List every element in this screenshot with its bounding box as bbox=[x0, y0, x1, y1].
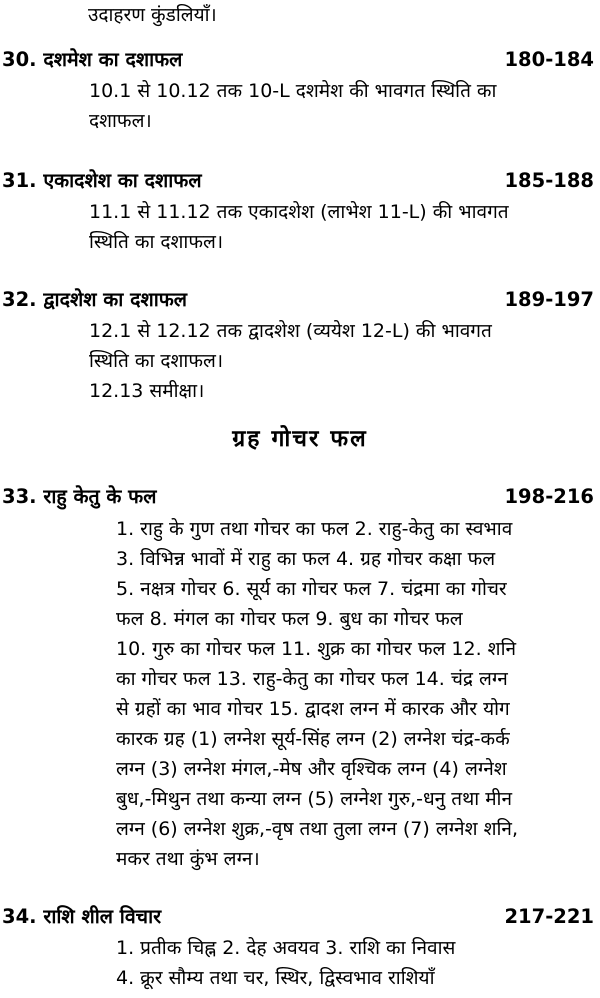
entry-description bbox=[116, 514, 518, 874]
description-line: 5. नक्षत्र गोचर 6. सूर्य का गोचर फल 7. चंद्रमा का गोचर bbox=[116, 578, 507, 600]
description-line: दशाफल। bbox=[89, 110, 152, 132]
description-line: 12.13 समीक्षा। bbox=[89, 380, 205, 402]
description-line: लग्न (3) लग्नेश मंगल,-मेष और वृश्चिक लग्न (4) लग्नेश bbox=[116, 758, 507, 780]
entry-number: 34. bbox=[2, 905, 37, 928]
entry-title: राशि शील विचार bbox=[43, 905, 162, 928]
entry-description bbox=[116, 933, 455, 993]
description-line: 11.1 से 11.12 तक एकादशेश (लाभेश 11-L) की भावगत bbox=[89, 201, 509, 223]
description-line: बुध,-मिथुन तथा कन्या लग्न (5) लग्नेश गुरु,-धनु तथा मीन bbox=[116, 788, 513, 810]
entry-title: एकादशेश का दशाफल bbox=[43, 169, 202, 192]
description-line: 3. विभिन्न भावों में राहु का फल 4. ग्रह गोचर कक्षा फल bbox=[116, 548, 496, 570]
entry-heading bbox=[2, 287, 187, 313]
entry-heading bbox=[2, 168, 202, 194]
entry-page-range: 180-184 bbox=[504, 48, 594, 71]
entry-number: 33. bbox=[2, 485, 37, 508]
entry-description bbox=[89, 197, 509, 257]
entry-description bbox=[89, 316, 492, 406]
description-line: का गोचर फल 13. राहु-केतु का गोचर फल 14. चंद्र लग्न bbox=[116, 668, 508, 690]
entry-title: राहु केतु के फल bbox=[43, 485, 157, 508]
entry-page-range: 217-221 bbox=[504, 905, 594, 928]
entry-number: 31. bbox=[2, 169, 37, 192]
description-line: कारक ग्रह (1) लग्नेश सूर्य-सिंह लग्न (2) लग्नेश चंद्र-कर्क bbox=[116, 728, 510, 750]
entry-heading bbox=[2, 484, 156, 510]
description-line: से ग्रहों का भाव गोचर 15. द्वादश लग्न में कारक और योग bbox=[116, 698, 510, 720]
description-line: 10. गुरु का गोचर फल 11. शुक्र का गोचर फल 12. शनि bbox=[116, 638, 517, 660]
description-line: फल 8. मंगल का गोचर फल 9. बुध का गोचर फल bbox=[116, 608, 463, 630]
description-line: 1. प्रतीक चिह्न 2. देह अवयव 3. राशि का निवास bbox=[116, 937, 456, 959]
section-heading: ग्रह गोचर फल bbox=[232, 426, 368, 452]
description-line: 1. राहु के गुण तथा गोचर का फल 2. राहु-केतु का स्वभाव bbox=[116, 518, 513, 540]
entry-title: द्वादशेश का दशाफल bbox=[43, 288, 188, 311]
description-line: 10.1 से 10.12 तक 10-L दशमेश की भावगत स्थिति का bbox=[89, 80, 497, 102]
continuation-line: उदाहरण कुंडलियाँ। bbox=[88, 4, 217, 26]
entry-page-range: 185-188 bbox=[504, 169, 594, 192]
entry-page-range: 189-197 bbox=[504, 288, 594, 311]
entry-heading bbox=[2, 904, 161, 930]
description-line: 4. क्रूर सौम्य तथा चर, स्थिर, द्विस्वभाव राशियाँ bbox=[116, 967, 435, 989]
entry-heading bbox=[2, 47, 182, 73]
entry-description bbox=[89, 76, 496, 136]
entry-number: 32. bbox=[2, 288, 37, 311]
description-line: मकर तथा कुंभ लग्न। bbox=[116, 848, 260, 870]
entry-title: दशमेश का दशाफल bbox=[43, 48, 183, 71]
entry-number: 30. bbox=[2, 48, 37, 71]
description-line: 12.1 से 12.12 तक द्वादशेश (व्ययेश 12-L) की भावगत bbox=[89, 320, 492, 342]
entry-page-range: 198-216 bbox=[504, 485, 594, 508]
description-line: स्थिति का दशाफल। bbox=[89, 350, 224, 372]
description-line: लग्न (6) लग्नेश शुक्र,-वृष तथा तुला लग्न (7) लग्नेश शनि, bbox=[116, 818, 518, 840]
description-line: स्थिति का दशाफल। bbox=[89, 231, 224, 253]
